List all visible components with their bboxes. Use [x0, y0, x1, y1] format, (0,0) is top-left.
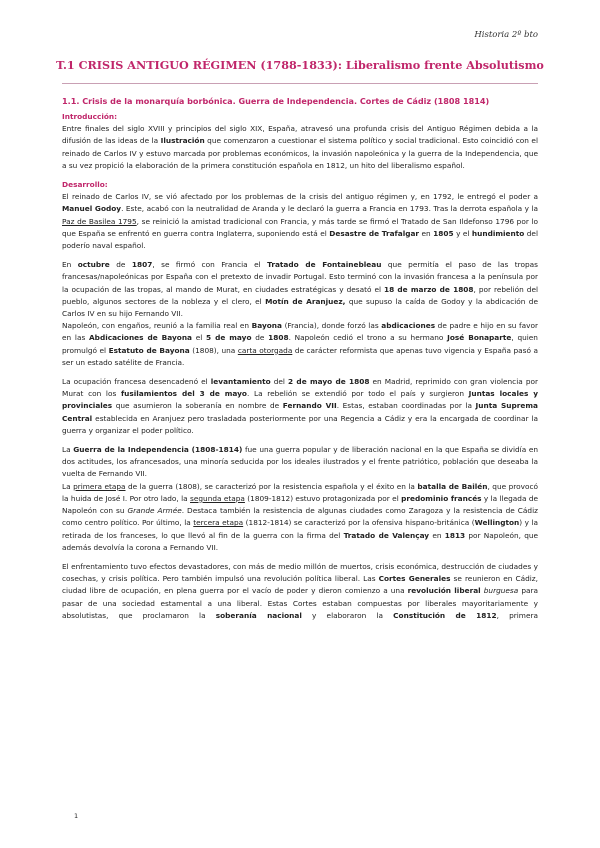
page-number: 1 [74, 812, 79, 820]
title-divider [62, 83, 538, 84]
paragraph-bayona: Napoleón, con engaños, reunió a la familia real en Bayona (Francia), donde forzó las abdicaciones de padre e hijo en su favor en las Abdicaciones de Bayona el 5 de mayo de 1808. Napoleón cedió el trono a su hermano José Bonaparte, quien promulgó el Estatuto de Bayona (1808), una carta otorgada de carácter reformista que apenas tuvo vigencia y España pasó a ser un estado satélite de Francia. [62, 321, 538, 367]
paragraph-levantamiento: La ocupación francesa desencadenó el levantamiento del 2 de mayo de 1808 en Madrid, reprimido con gran violencia por Murat con los fusilamientos del 3 de mayo. La rebelión se extendió por todo el país y surgieron Juntas locales y provinciales que asumieron la soberanía en nombre de Fernando VII. Estas, estaban coordinadas por la Junta Suprema Central establecida en Aranjuez pero trasladada posteriormente por una Regencia a Cádiz y era la encargada de coordinar la guerra y organizar el poder político. [62, 377, 539, 435]
paragraph-etapas: La primera etapa de la guerra (1808), se caracterizó por la resistencia española y el éxito en la batalla de Bailén, que provocó la huida de José I. Por otro lado, la segunda etapa (1809-1812) estuvo protagonizada por el predominio francés y la llegada de Napoleón con su Grande Armée. Destaca también la resistencia de algunas ciudades como Zaragoza y la resistencia de Cádiz como centro político. Por último, la tercera etapa (1812-1814) se caracterizó por la ofensiva hispano-británica (Wellington) y la retirada de los franceses, lo que llevó al fin de la guerra con la firma del Tratado de Valençay en 1813 por Napoleón, que además devolvía la corona a Fernando VII. [62, 481, 539, 552]
paragraph-carlos-iv: El reinado de Carlos IV, se vió afectado por los problemas de la crisis del antiguo régimen y, en 1792, le entregó el poder a Manuel Godoy. Este, acabó con la neutralidad de Aranda y le declaró la guerra a Francia en 1793. Tras la derrota española y la Paz de Basilea 1795, se reinició la amistad tradicional con Francia, y más tarde se firmó el Tratado de San Ildefonso 1796 por lo que España se enfrentó en guerra contra Inglaterra, suponiendo está el Desastre de Trafalgar en 1805 y el hundimiento del poderío naval español. [62, 192, 538, 251]
paragraph-cortes: El enfrentamiento tuvo efectos devastadores, con más de medio millón de muertos, crisis económica, destrucción de ciudades y cosechas, y crisis política. Pero también impulsó una revolución política liberal. Las Cortes Generales se reunieron en Cádiz, ciudad libre de ocupación, en plena guerra por el vacío de poder y dieron comienzo a una revolución liberal burguesa para pasar de una sociedad estamental a una liberal. Estas Cortes estaban compuestas por liberales mayoritariamente y absolutistas, que proclamaron la soberanía nacional y elaboraron la Constitución de 1812, primera [62, 561, 539, 620]
page-title: T.1 CRISIS ANTIGUO RÉGIMEN (1788-1833): Liberalismo frente Absolutismo [56, 58, 544, 72]
desarrollo-heading: Desarrollo: [62, 180, 108, 190]
paragraph-fontainebleau: En octubre de 1807, se firmó con Francia el Tratado de Fontainebleau que permitía el paso de las tropas francesas/napoleónicas por España con el pretexto de invadir Portugal. Esto terminó con la invasión francesa a la península por la ocupación de las tropas, al mando de Murat, en ciudades estratégicas y desató el 18 de marzo de 1808, por rebelión del pueblo, algunos sectores de la nobleza y el clero, el Motín de Aranjuez, que supuso la caída de Godoy y la abdicación de Carlos IV en su hijo Fernando VII. [62, 260, 539, 319]
paragraph-guerra: La Guerra de la Independencia (1808-1814) fue una guerra popular y de liberación nacional en la que España se dividía en dos actitudes, los afrancesados, una minoría seducida por los ideales ilustrados y el frente patriótico, población que deseaba la vuelta de Fernando VII. [62, 445, 539, 479]
section-subtitle: 1.1. Crisis de la monarquía borbónica. Guerra de Independencia. Cortes de Cádiz (1808 1814) [62, 96, 490, 106]
course-header: Historia 2º bto [474, 30, 538, 40]
intro-heading: Introducción: [62, 112, 118, 121]
intro-paragraph: Entre finales del siglo XVIII y principios del siglo XIX, España, atravesó una profunda crisis del Antiguo Régimen debida a la difusión de las ideas de la Ilustración que comenzaron a cuestionar el sistema político y social tradicional. Esto coincidió con el reinado de Carlos IV y estuvo marcada por problemas económicos, la invasión napoleónica y la guerra de la Independencia, que a su vez propició la elaboración de la primera constitución española en 1812, un hito del liberalismo español. [62, 124, 538, 170]
body-text [62, 111, 538, 629]
